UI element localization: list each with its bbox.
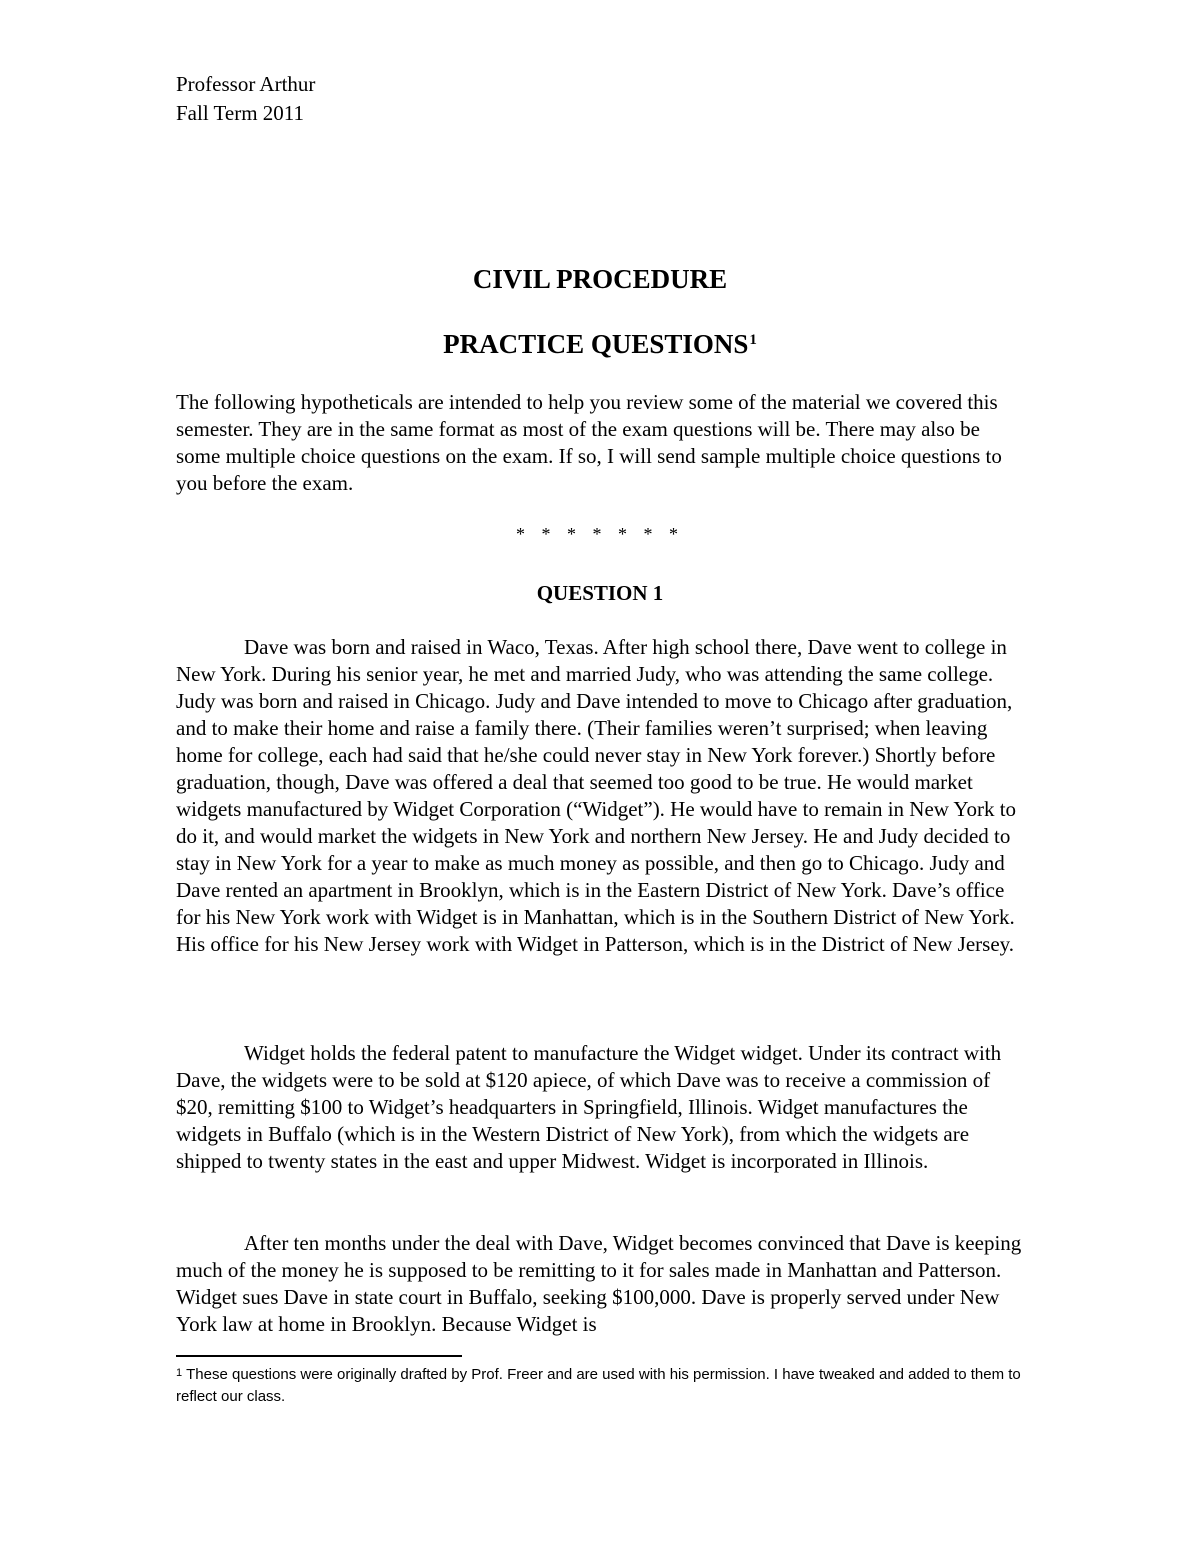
- intro-paragraph: The following hypotheticals are intended to help you review some of the material we covered this semester. They are in the same format as most of the exam questions will be. There may also be some multiple choice questions on the exam. If so, I will send sample multiple choice questions to you before the exam.: [176, 390, 1002, 495]
- term: Fall Term 2011: [176, 101, 305, 125]
- professor-name: Professor Arthur: [176, 72, 316, 96]
- course-title: CIVIL PROCEDURE: [472, 264, 728, 294]
- question-1-heading: QUESTION 1: [536, 581, 664, 605]
- footnote-marker: 1: [176, 1367, 183, 1379]
- question-1-paragraph-2: Widget holds the federal patent to manufacture the Widget widget. Under its contract with Dave, the widgets were to be sold at $120 apiece, of which Dave was to receive a commission of $20, remitting $100 to Widget’s headquarters in Springfield, Illinois. Widget manufactures the widgets in Buffalo (which is in the Western District of New York), from which the widgets are shipped to twenty states in the east and upper Midwest. Widget is incorporated in Illinois.: [176, 1041, 1002, 1173]
- section-separator: * * * * * * *: [516, 524, 684, 544]
- footnote-divider: [176, 1355, 462, 1357]
- footnote: [176, 1364, 1028, 1408]
- footnote-text: These questions were originally drafted by Prof. Freer and are used with his permission. I have tweaked and added to them to reflect our class.: [176, 1366, 1021, 1405]
- footnote-reference: 1: [749, 332, 757, 348]
- document-title: [0, 327, 1200, 361]
- question-1-paragraph-1: Dave was born and raised in Waco, Texas. After high school there, Dave went to college in New York. During his senior year, he met and married Judy, who was attending the same college. Judy was born and raised in Chicago. Judy and Dave intended to move to Chicago after graduation, and to make their home and raise a family there. (Their families weren’t surprised; when leaving home for college, each had said that he/she could never stay in New York forever.) Shortly before graduation, though, Dave was offered a deal that seemed too good to be true. He would market widgets manufactured by Widget Corporation (“Widget”). He would have to remain in New York to do it, and would market the widgets in New York and northern New Jersey. He and Judy decided to stay in New York for a year to make as much money as possible, and then go to Chicago. Judy and Dave rented an apartment in Brooklyn, which is in the Eastern District of New York. Dave’s office for his New York work with Widget is in Manhattan, which is in the Southern District of New York. His office for his New Jersey work with Widget in Patterson, which is in the District of New Jersey.: [176, 635, 1017, 956]
- document-title-text: PRACTICE QUESTIONS: [443, 329, 749, 359]
- question-1-paragraph-3: After ten months under the deal with Dave, Widget becomes convinced that Dave is keeping much of the money he is supposed to be remitting to it for sales made in Manhattan and Patterson. Widget sues Dave in state court in Buffalo, seeking $100,000. Dave is properly served under New York law at home in Brooklyn. Because Widget is: [176, 1231, 1022, 1336]
- document-header: [176, 70, 315, 128]
